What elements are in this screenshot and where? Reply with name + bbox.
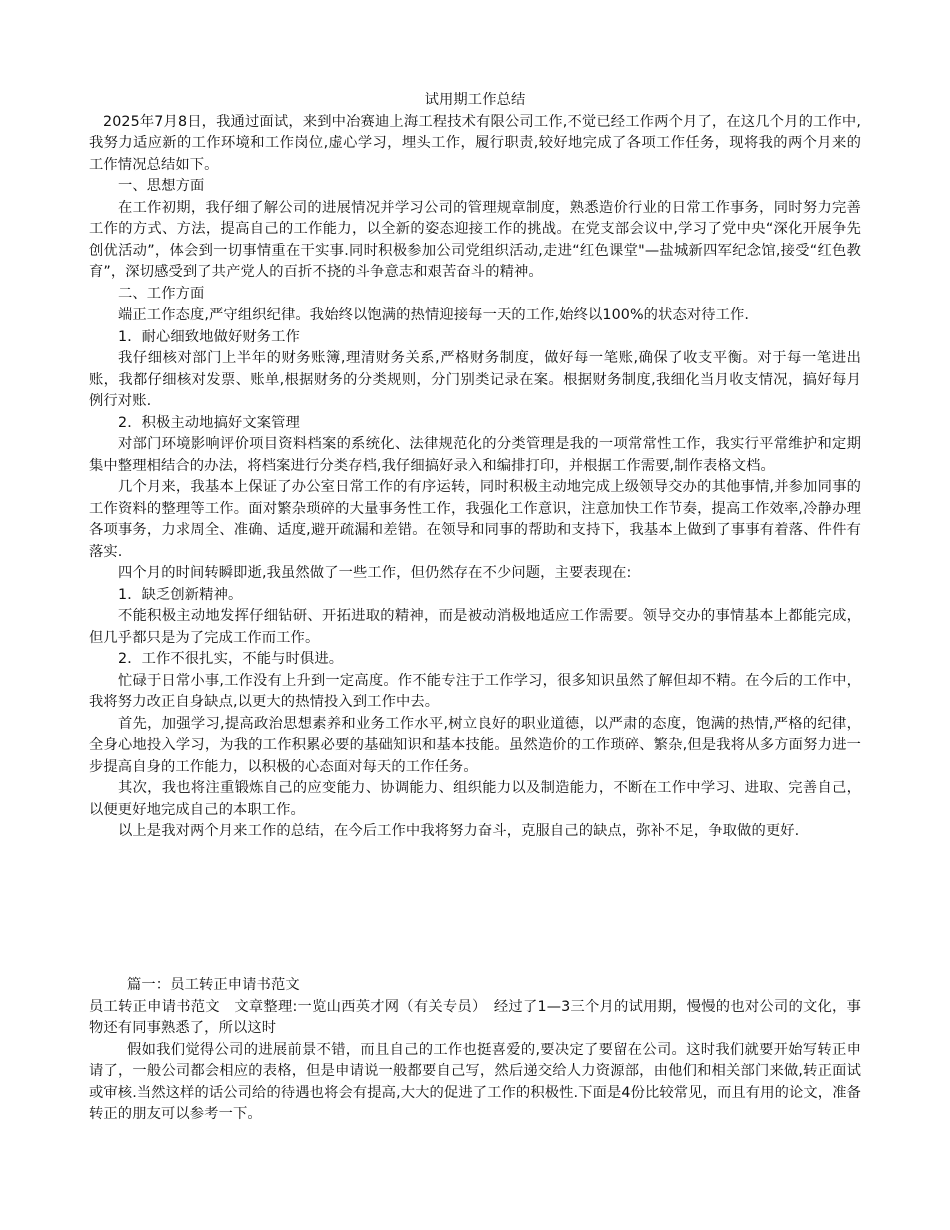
months-paragraph: 几个月来，我基本上保证了办公室日常工作的有序运转，同时积极主动地完成上级领导交办的其他事情,并参加同事的工作资料的整理等工作。面对繁杂琐碎的大量事务性工作，我强化工作意识，注意加快工作节奏，提高工作效率,冷静办理各项事务，力求周全、准确、适度,避开疏漏和差错。在领导和同事的帮助和支持下，我基本上做到了事事有着落、件件有落实. — [89, 479, 861, 560]
subheading-archive: 2．积极主动地搞好文案管理 — [118, 414, 300, 431]
work-summary-body — [89, 90, 861, 843]
attitude-paragraph: 端正工作态度,严守组织纪律。我始终以饱满的热情迎接每一天的工作,始终以100%的状态对待工作. — [118, 307, 750, 323]
subheading-finance: 1．耐心细致地做好财务工作 — [118, 328, 300, 345]
second-plan-paragraph: 其次，我也将注重锻炼自己的应变能力、协调能力、组织能力以及制造能力，不断在工作中学习、进取、完善自己，以便更好地完成自己的本职工作。 — [89, 780, 861, 818]
problem-1-heading: 1．缺乏创新精神。 — [118, 586, 243, 603]
conclusion-paragraph: 以上是我对两个月来工作的总结，在今后工作中我将努力奋斗，克服自己的缺点，弥补不足，争取做的更好. — [118, 823, 800, 839]
section-heading-thought: 一、思想方面 — [118, 178, 205, 194]
document-title: 试用期工作总结 — [424, 92, 526, 108]
intro-paragraph: 2025年7月8日，我通过面试，来到中冶赛迪上海工程技术有限公司工作,不觉已经工作两个月了，在这几个月的工作中,我努力适应新的工作环境和工作岗位,虚心学习，埋头工作，履行职责,较好地完成了各项工作任务，现将我的两个月来的工作情况总结如下。 — [89, 113, 861, 173]
section-heading-work: 二、工作方面 — [118, 285, 205, 302]
thought-paragraph: 在工作初期，我仔细了解公司的进展情况并学习公司的管理规章制度，熟悉造价行业的日常工作事务，同时努力完善工作的方式、方法，提高自己的工作能力，以全新的姿态迎接工作的挑战。在党支部会议中,学习了党中央“深化开展争先创优活动”，体会到一切事情重在干实事.同时积极参加公司党组织活动,走进“红色课堂"—盐城新四军纪念馆,接受“红色教育”，深切感受到了共产党人的百折不挠的斗争意志和艰苦奋斗的精神。 — [89, 199, 861, 280]
appendix-section — [89, 975, 861, 1126]
appendix-application-paragraph: 假如我们觉得公司的进展前景不错，而且自己的工作也挺喜爱的,要决定了要留在公司。这时我们就要开始写转正申请了，一般公司都会相应的表格，但是申请说一般都要自己写，然后递交给人力资源部，由他们和相关部门来做,转正面试或审核.当然这样的话公司给的待遇也将会有提高,大大的促进了工作的积极性.下面是4份比较常见，而且有用的论文，准备转正的朋友可以参考一下。 — [89, 1041, 861, 1122]
finance-paragraph: 我仔细核对部门上半年的财务账簿,理清财务关系,严格财务制度，做好每一笔账,确保了收支平衡。对于每一笔进出账，我都仔细核对发票、账单,根据财务的分类规则，分门别类记录在案。根据财务制度,我细化当月收支情况，搞好每月例行对账. — [89, 350, 861, 409]
problem-2-paragraph: 忙碌于日常小事,工作没有上升到一定高度。作不能专注于工作学习，很多知识虽然了解但却不精。在今后的工作中，我将努力改正自身缺点,以更大的热情投入到工作中去。 — [89, 672, 861, 710]
archive-paragraph: 对部门环境影响评价项目资料档案的系统化、法律规范化的分类管理是我的一项常常性工作，我实行平常维护和定期集中整理相结合的办法，将档案进行分类存档,我仔细搞好录入和编排打印，并根据工作需要,制作表格文档。 — [89, 436, 861, 474]
problems-intro-paragraph: 四个月的时间转瞬即逝,我虽然做了一些工作，但仍然存在不少问题，主要表现在: — [118, 565, 632, 581]
problem-2-heading: 2．工作不很扎实，不能与时俱进。 — [118, 651, 344, 667]
appendix-intro-line: 员工转正申请书范文 文章整理:一览山西英才网（有关专员） 经过了1—3三个月的试用期，慢慢的也对公司的文化，事物还有同事熟悉了，所以这时 — [89, 998, 861, 1036]
appendix-heading: 篇一：员工转正申请书范文 — [127, 977, 300, 993]
first-plan-paragraph: 首先，加强学习,提高政治思想素养和业务工作水平,树立良好的职业道德，以严肃的态度，饱满的热情,严格的纪律，全身心地投入学习，为我的工作积累必要的基础知识和基本技能。虽然造价的工作琐碎、繁杂,但是我将从多方面努力进一步提高自身的工作能力，以积极的心态面对每天的工作任务。 — [89, 715, 861, 775]
problem-1-paragraph: 不能积极主动地发挥仔细钻研、开拓进取的精神，而是被动消极地适应工作需要。领导交办的事情基本上都能完成，但几乎都只是为了完成工作而工作。 — [89, 608, 861, 646]
